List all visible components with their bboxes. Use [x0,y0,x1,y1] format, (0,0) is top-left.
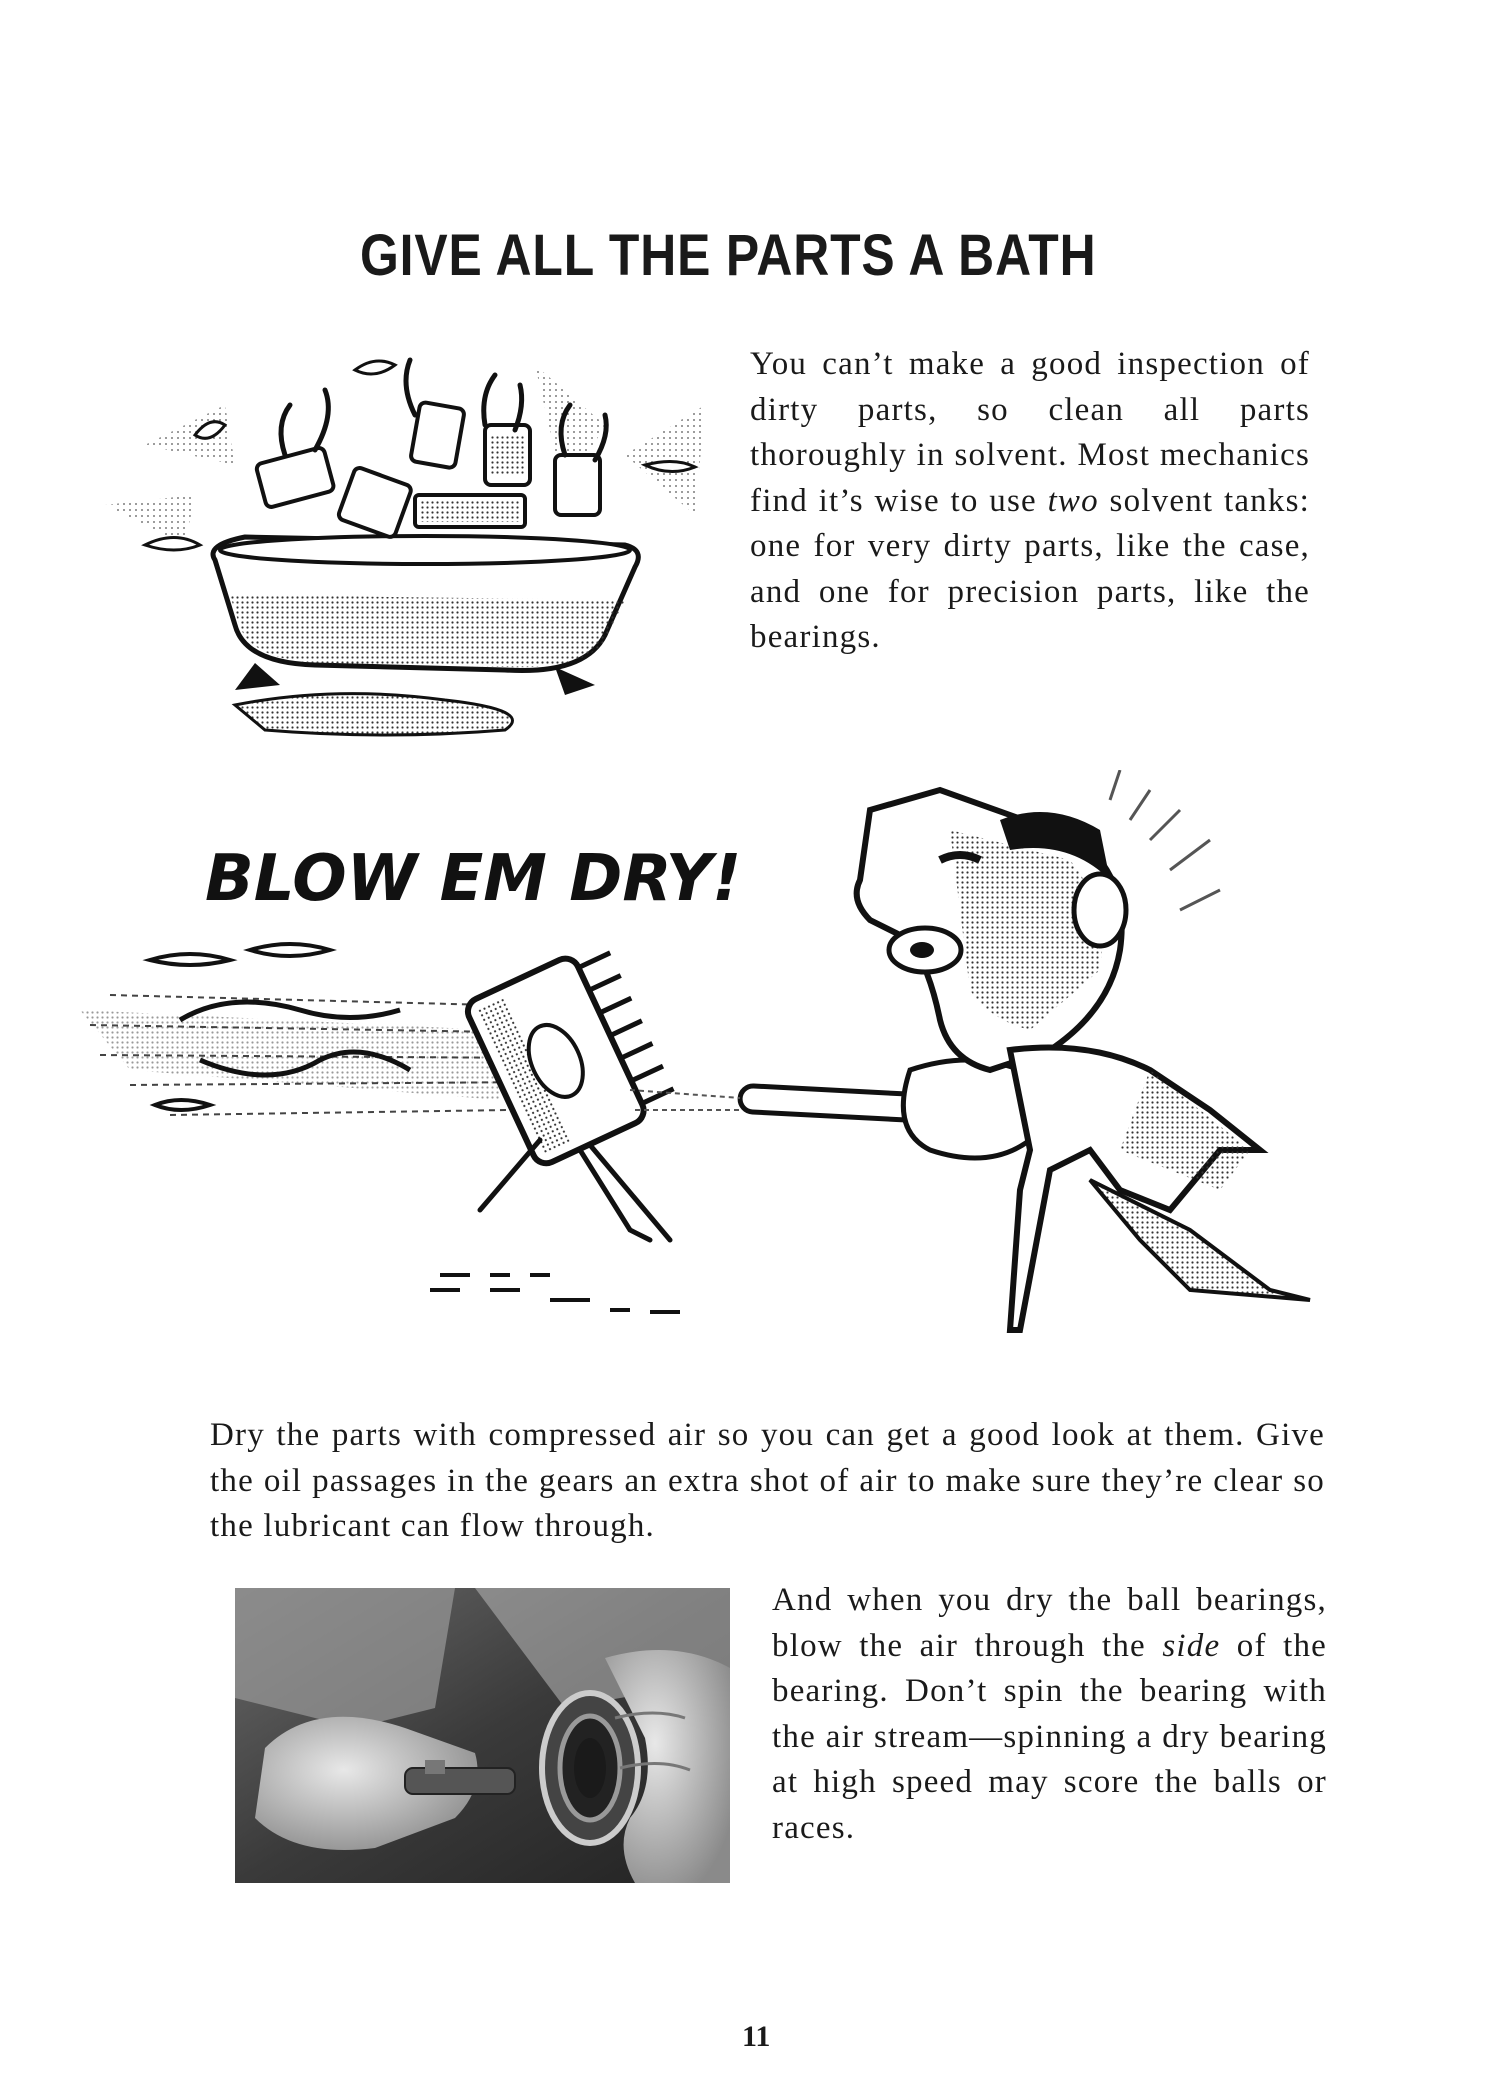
bearing-paragraph: And when you dry the ball bearings, blow the air through the side of the bearing. Don’t spin the bearing with the air stream—spinning a dry bearing at high speed may score the balls or races. [772,1582,1327,1846]
man-blowing-gear-cartoon [70,770,1370,1390]
bearing-drying-photo [235,1588,730,1883]
blow-em-dry-caption: BLOW EM DRY! [205,842,742,916]
bathtub-gears-cartoon [85,345,725,745]
bath-paragraph: You can’t make a good inspection of dirty parts, so clean all parts thoroughly in solvent. Most mechanics find it’s wise to use two solvent tanks: one for very dirty parts, like the case, and one for precision parts, like the bearings. [750,346,1310,655]
page-number: 11 [742,2020,771,2053]
page-title: GIVE ALL THE PARTS A BATH [360,223,1097,288]
dry-parts-paragraph: Dry the parts with compressed air so you can get a good look at them. Give the oil passages in the gears an extra shot of air to make sure they’re clear so the lubricant can flow through. [210,1417,1325,1544]
